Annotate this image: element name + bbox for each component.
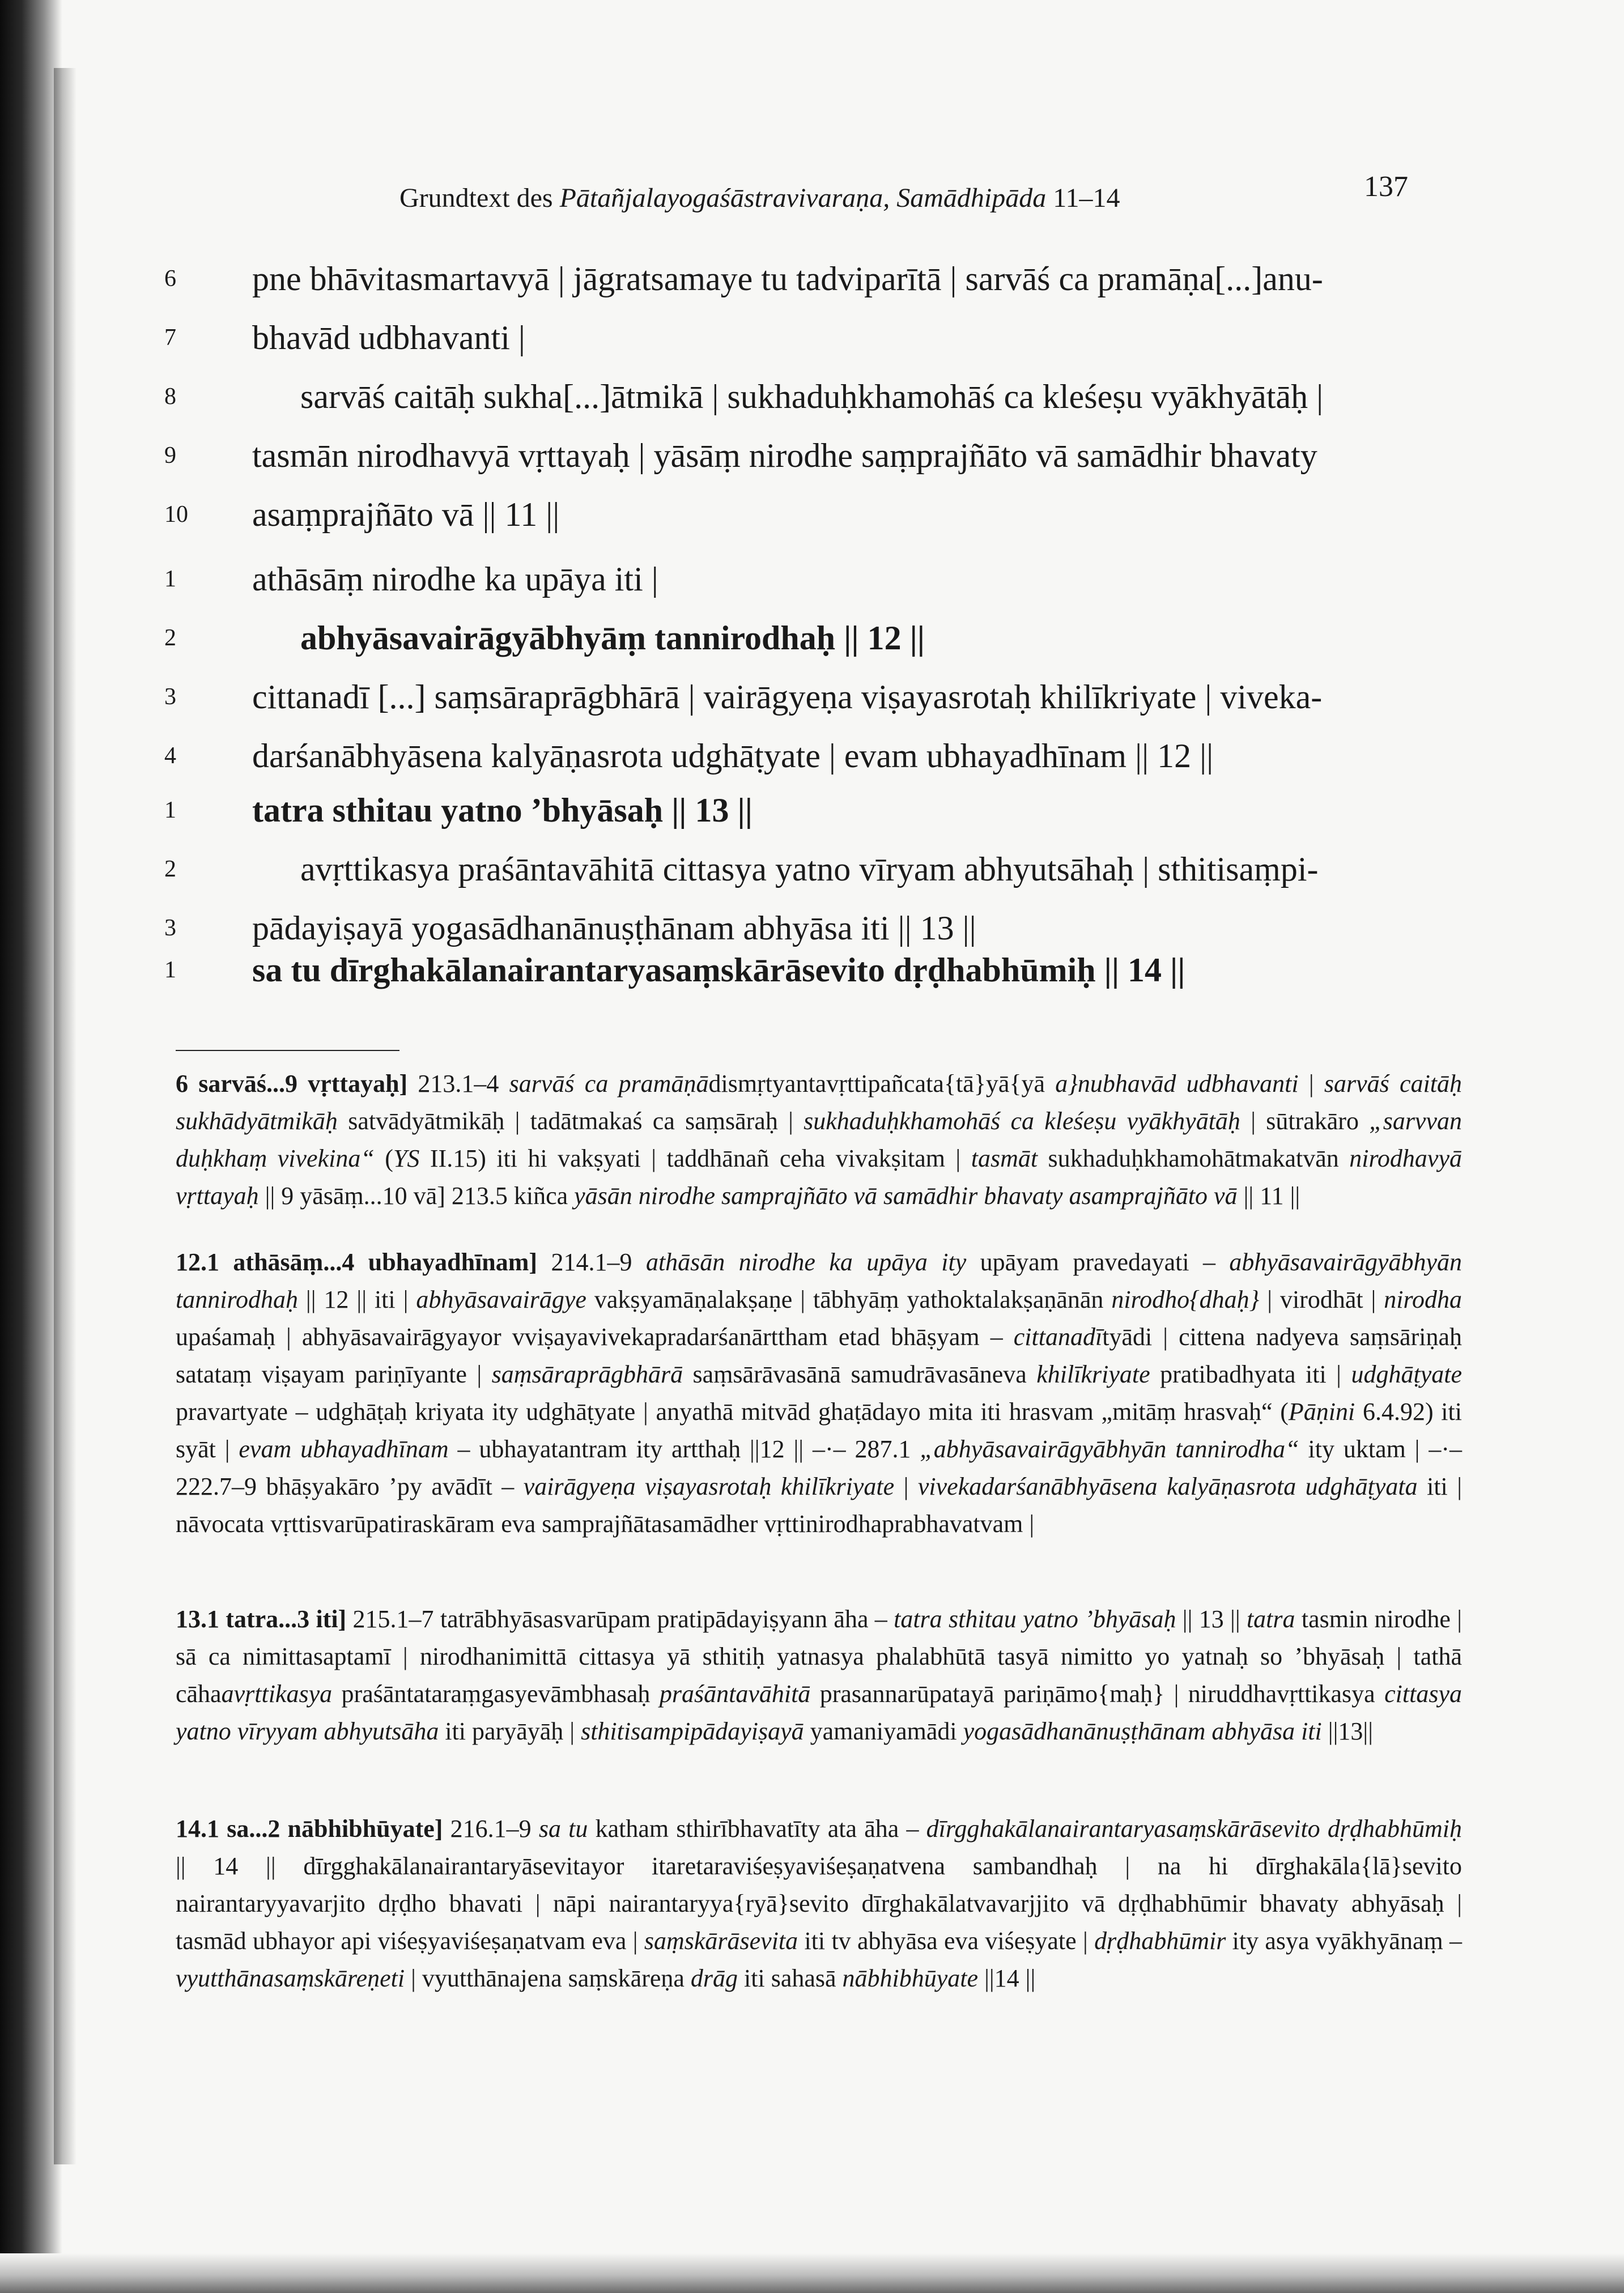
footnote-rule: [176, 1050, 399, 1051]
footnote-text: vakṣyamāṇalakṣaṇe | tābhyāṃ yathoktalakṣaṇānān: [586, 1286, 1112, 1313]
text-block-1: [164, 249, 1445, 544]
line-text: bhavād udbhavanti |: [252, 319, 525, 356]
footnote-text: 215.1–7 tatrābhyāsasvarūpam pratipādayiṣyann āha –: [346, 1605, 894, 1633]
footnote-quote: YS: [393, 1145, 420, 1172]
footnote-text: tasmin nirodhe | sā ca nimittasaptamī | nirodhanimittā cittasya yā sthitiḥ yatnasya phalabhūtā tasyā nimitto yo yatnaḥ so ’bhyāsaḥ | tathā cāha: [176, 1605, 1463, 1708]
footnote-text: 214.1–9: [537, 1248, 646, 1276]
footnote-text: iti tv abhyāsa eva viśeṣyate |: [798, 1927, 1095, 1955]
footnote-quote: nirodho{dhaḥ}: [1111, 1286, 1260, 1313]
footnote-quote: avṛttikasya: [221, 1680, 333, 1708]
footnote-lemma: 12.1 athāsāṃ...4 ubhayadhīnam]: [176, 1248, 538, 1276]
sutra-line: [164, 781, 1445, 840]
text-block-3: [164, 781, 1445, 958]
line-text: darśanābhyāsena kalyāṇasrota udghāṭyate | evam ubhayadhīnam || 12 ||: [252, 737, 1214, 775]
footnote-text: katham sthirībhavatīty ata āha –: [588, 1815, 926, 1843]
line-number: 3: [164, 684, 176, 710]
footnote-lemma: 6 sarvāś...9 vṛttayaḥ]: [176, 1070, 408, 1097]
footnote-quote: evam ubhayadhīnam: [239, 1435, 449, 1463]
footnote-quote: sa tu: [538, 1815, 588, 1843]
sutra-text: abhyāsavairāgyābhyāṃ tannirodhaḥ || 12 ||: [300, 619, 925, 657]
footnote-quote: vivekadarśanābhyāsena kalyāṇasrota udghāṭyata: [917, 1473, 1418, 1500]
footnote: [176, 1601, 1462, 1750]
line-text: asaṃprajñāto vā || 11 ||: [252, 496, 560, 533]
footnote-text: || 11 ||: [1237, 1182, 1300, 1210]
footnote-text: ity uktam | –·– 222.7–9 bhāṣyakāro ’py avādīt –: [176, 1435, 1463, 1500]
sutra-line: [164, 609, 1445, 667]
footnote-quote: drāg: [690, 1964, 738, 1992]
line-number: 2: [164, 625, 176, 651]
footnote-quote: vairāgyeṇa viṣayasrotaḥ khilīkriyate: [523, 1473, 895, 1500]
line-number: 1: [164, 957, 176, 983]
footnote-quote: saṃskārāsevita: [644, 1927, 798, 1955]
footnote-quote: a}nubhavād udbhavanti: [1055, 1070, 1299, 1097]
footnote-text: prasannarūpatayā pariṇāmo{maḥ} | niruddhavṛttikasya: [810, 1680, 1385, 1708]
line-number: 7: [164, 325, 176, 351]
footnote-text: praśāntataraṃgasyevāmbhasaḥ: [332, 1680, 660, 1708]
scan-bottom-edge: [0, 2253, 1624, 2293]
footnote-lemma: 13.1 tatra...3 iti]: [176, 1605, 347, 1633]
footnote-quote: nirodha: [1384, 1286, 1463, 1313]
footnote-quote: praśāntavāhitā: [659, 1680, 811, 1708]
footnote-text: || 13 ||: [1176, 1605, 1247, 1633]
footnote-quote: nābhibhūyate: [842, 1964, 979, 1992]
footnote-quote: yogasādhanānuṣṭhānam abhyāsa iti: [963, 1717, 1322, 1745]
footnote-quote: „sarvvan duḥkhaṃ vivekina“: [176, 1107, 1462, 1172]
footnote-text: pravartyate – udghāṭaḥ kriyata ity udghāṭyate | anyathā mitvād ghaṭādayo mita iti hrasvam „mitāṃ hrasvaḥ“ (: [176, 1398, 1289, 1426]
sutra-text: tatra sthitau yatno ’bhyāsaḥ || 13 ||: [252, 792, 753, 829]
line-number: 4: [164, 743, 176, 769]
footnote-text: satvādyātmikāḥ | tadātmakaś ca saṃsāraḥ |: [337, 1107, 804, 1135]
footnote-text: || 12 || iti |: [297, 1286, 416, 1313]
sutra-text: sa tu dīrghakālanairantaryasaṃskārāsevito dṛḍhabhūmiḥ || 14 ||: [252, 951, 1185, 989]
footnote-text: || 9 yāsāṃ...10 vā] 213.5 kiñca: [258, 1182, 575, 1210]
line-number: 8: [164, 384, 176, 410]
binding-streak: [54, 68, 76, 2164]
footnote-text: iti paryāyāḥ |: [439, 1717, 581, 1745]
footnote-quote: abhyāsavairāgye: [416, 1286, 586, 1313]
text-line: [164, 840, 1445, 899]
footnote-quote: udghāṭyate: [1351, 1360, 1462, 1388]
footnote-quote: sthitisampipādayiṣayā: [581, 1717, 804, 1745]
running-title: Grundtext des Pātañjalayogaśāstravivaraṇa, Samādhipāda 11–14: [399, 183, 1120, 213]
line-number: 1: [164, 566, 176, 592]
footnote-text: ||13||: [1321, 1717, 1373, 1745]
footnote-text: | virodhāt |: [1259, 1286, 1384, 1313]
line-number: 3: [164, 915, 176, 941]
footnote-text: – ubhayatantram ity artthaḥ ||12 || –·– 287.1: [448, 1435, 920, 1463]
footnote-text: ||14 ||: [978, 1964, 1036, 1992]
footnote-text: II.15) iti hi vakṣyati | taddhānañ ceha vivakṣitam |: [419, 1145, 971, 1172]
footnote-text: || 14 || dīrgghakālanairantaryāsevitayor itaretaraviśeṣyaviśeṣaṇatvena sambandhaḥ | na hi dīrghakāla{lā}sevito nairantaryyavarjito dṛḍho bhavati | nāpi nairantaryya{ryā}sevito dīrghakālatvavarjjito vā dṛḍhabhūmir bhavaty abhyāsaḥ | tasmād ubhayor api viśeṣyaviśeṣaṇatvam eva |: [176, 1852, 1462, 1955]
footnote-text: iti | nāvocata vṛttisvarūpatiraskāram eva samprajñātasamādher vṛttinirodhaprabhavatvam |: [176, 1473, 1463, 1538]
footnote-quote: tasmāt: [971, 1145, 1038, 1172]
footnote-quote: khilīkriyate: [1036, 1360, 1150, 1388]
footnote-text: tyādi | cittena nadyeva saṃsāriṇaḥ satataṃ viṣayam pariṇīyante |: [176, 1323, 1462, 1388]
line-text: cittanadī [...] saṃsāraprāgbhārā | vairāgyeṇa viṣayasrotaḥ khilīkriyate | viveka-: [252, 678, 1323, 716]
book-binding-shadow: [0, 0, 62, 2293]
footnote-text: | sūtrakāro: [1240, 1107, 1370, 1135]
footnote-quote: dīrgghakālanairantaryasaṃskārāsevito dṛḍhabhūmiḥ: [926, 1815, 1462, 1843]
footnote-text: pratibadhyata iti |: [1150, 1360, 1351, 1388]
footnote-text: iti sahasā: [738, 1964, 843, 1992]
footnote-text: sukhaduḥkhamohātmakatvān: [1038, 1145, 1350, 1172]
footnote-text: |: [1298, 1070, 1324, 1097]
footnote-text: upaśamaḥ | abhyāsavairāgyayor vviṣayavivekapradarśanārttham etad bhāṣyam –: [176, 1323, 1014, 1351]
footnote-quote: saṃsāraprāgbhārā: [491, 1360, 683, 1388]
sutra-line: [164, 941, 1445, 999]
footnote-text: |: [894, 1473, 918, 1500]
footnote-text: dismṛtyantavṛttipañcata{tā}yā{yā: [708, 1070, 1056, 1097]
text-line: [164, 308, 1445, 367]
footnote-quote: yāsān nirodhe samprajñāto vā samādhir bhavaty asamprajñāto vā: [574, 1182, 1238, 1210]
footnote-text: upāyam pravedayati –: [966, 1248, 1230, 1276]
footnote-text: yamaniyamādi: [804, 1717, 963, 1745]
footnote-quote: „abhyāsavairāgyābhyān tannirodha“: [920, 1435, 1299, 1463]
line-text: tasmān nirodhavyā vṛttayaḥ | yāsāṃ nirodhe saṃprajñāto vā samādhir bhavaty: [252, 437, 1317, 474]
footnote-text: ity asya vyākhyānaṃ –: [1226, 1927, 1462, 1955]
text-block-2: [164, 550, 1445, 785]
line-text: sarvāś caitāḥ sukha[...]ātmikā | sukhaduḥkhamohāś ca kleśeṣu vyākhyātāḥ |: [300, 378, 1324, 415]
line-text: athāsāṃ nirodhe ka upāya iti |: [252, 560, 658, 598]
line-text: pādayiṣayā yogasādhanānuṣṭhānam abhyāsa iti || 13 ||: [252, 909, 976, 947]
text-line: [164, 367, 1445, 426]
footnote-text: 216.1–9: [443, 1815, 539, 1843]
footnote-quote: abhyāsavairāgyābhyān tannirodhaḥ: [176, 1248, 1462, 1313]
footnote-quote: vyutthānasaṃskāreṇeti: [176, 1964, 405, 1992]
footnote-quote: sukhaduḥkhamohāś ca kleśeṣu vyākhyātāḥ: [804, 1107, 1240, 1135]
line-number: 9: [164, 443, 176, 469]
footnote-quote: nirodhavyā vṛttayaḥ: [176, 1145, 1462, 1210]
text-line: [164, 550, 1445, 609]
footnote-quote: sarvāś ca pramāṇā: [509, 1070, 709, 1097]
footnote-text: 213.1–4: [407, 1070, 509, 1097]
footnote-quote: Pāṇini: [1288, 1398, 1355, 1426]
footnote-text: | vyutthānajena saṃskāreṇa: [405, 1964, 691, 1992]
line-text: pne bhāvitasmartavyā | jāgratsamaye tu tadviparītā | sarvāś ca pramāṇa[...]anu-: [252, 260, 1323, 297]
line-text: avṛttikasya praśāntavāhitā cittasya yatno vīryam abhyutsāhaḥ | sthitisaṃpi-: [300, 850, 1319, 888]
text-line: [164, 485, 1445, 544]
footnote-quote: cittanadī: [1013, 1323, 1103, 1351]
footnote-text: (: [374, 1145, 393, 1172]
line-number: 10: [164, 501, 188, 527]
footnote: [176, 1810, 1462, 1997]
text-line: [164, 249, 1445, 308]
footnote-quote: dṛḍhabhūmir: [1094, 1927, 1226, 1955]
footnote-quote: athāsān nirodhe ka upāya ity: [645, 1248, 967, 1276]
footnote-text: 6.4.92) iti syāt |: [176, 1398, 1462, 1463]
footnote: [176, 1244, 1462, 1543]
footnote-quote: cittasya yatno vīryyam abhyutsāha: [176, 1680, 1463, 1745]
footnote-quote: tatra sthitau yatno ’bhyāsaḥ: [894, 1605, 1176, 1633]
line-number: 6: [164, 266, 176, 292]
footnote-text: saṃsārāvasānā samudrāvasāneva: [683, 1360, 1037, 1388]
footnote: [176, 1065, 1462, 1215]
page-number: 137: [1364, 171, 1408, 203]
text-line: [164, 667, 1445, 726]
text-line: [164, 426, 1445, 485]
footnote-lemma: 14.1 sa...2 nābhibhūyate]: [176, 1815, 443, 1843]
footnote-quote: sarvāś caitāḥ sukhādyātmikāḥ: [176, 1070, 1463, 1135]
line-number: 2: [164, 856, 176, 882]
text-block-4: [164, 941, 1445, 999]
text-line: [164, 726, 1445, 785]
line-number: 1: [164, 797, 176, 823]
footnote-quote: tatra: [1246, 1605, 1295, 1633]
running-header: [399, 170, 1408, 215]
